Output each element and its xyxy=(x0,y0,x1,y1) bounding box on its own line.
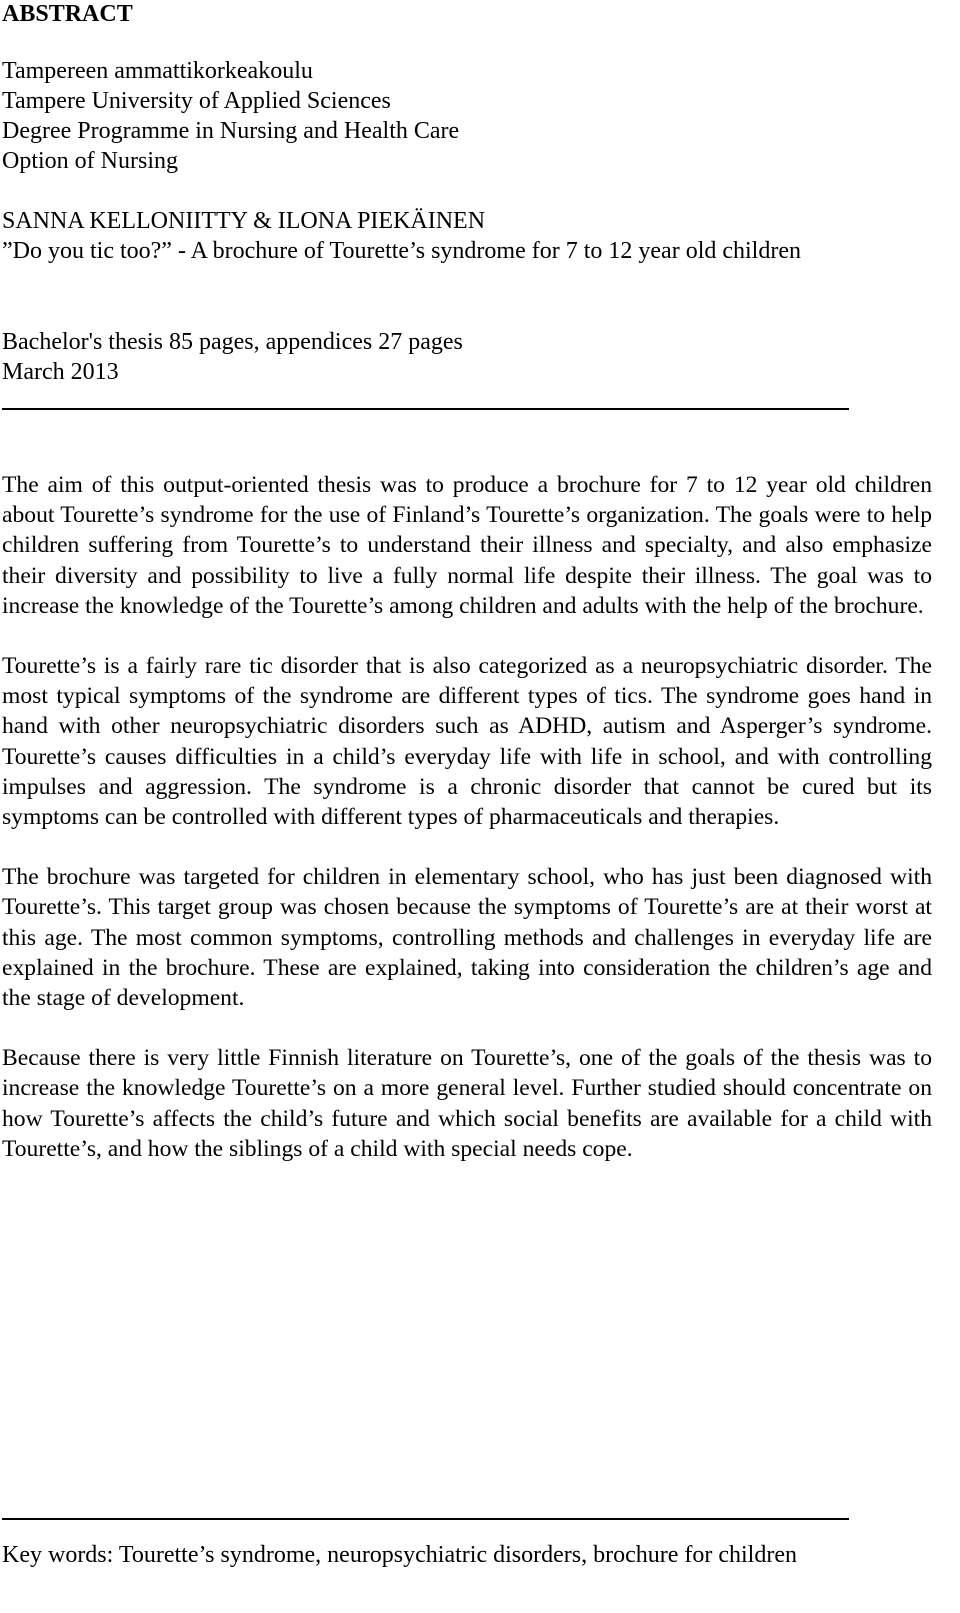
abstract-body xyxy=(2,470,932,1194)
abstract-paragraph-further-study: Because there is very little Finnish literature on Tourette’s, one of the goals of the thesis was to increase the knowledge Tourette’s on a more general level. Further studied should concentrate on how Tourette’s affects the child’s future and which social benefits are available for a child with Tourette’s, and how the siblings of a child with special needs cope. xyxy=(2,1045,932,1162)
bottom-divider xyxy=(2,1518,849,1520)
abstract-paragraph-disorder: Tourette’s is a fairly rare tic disorder that is also categorized as a neuropsychiatric disorder. The most typical symptoms of the syndrome are different types of tics. The syndrome goes hand in hand with other neuropsychiatric disorders such as ADHD, autism and Asperger’s syndrome. Tourette’s causes difficulties in a child’s everyday life with life in school, and with controlling impulses and aggression. The syndrome is a chronic disorder that cannot be cured but its symptoms can be controlled with different types of pharmaceuticals and therapies. xyxy=(2,653,932,831)
degree-programme: Degree Programme in Nursing and Health Care xyxy=(2,118,460,144)
thesis-meta xyxy=(2,327,463,387)
abstract-paragraph-aim: The aim of this output-oriented thesis was to produce a brochure for 7 to 12 year old children about Tourette’s syndrome for the use of Finland’s Tourette’s organization. The goals were to help children suffering from Tourette’s to understand their illness and specialty, and also emphasize their diversity and possibility to live a fully normal life despite their illness. The goal was to increase the knowledge of the Tourette’s among children and adults with the help of the brochure. xyxy=(2,472,932,619)
abstract-paragraph-target-group: The brochure was targeted for children in elementary school, who has just been diagnosed with Tourette’s. This target group was chosen because the symptoms of Tourette’s are at their worst at this age. The most common symptoms, controlling methods and challenges in everyday life are explained in the brochure. These are explained, taking into consideration the children’s age and the stage of development. xyxy=(2,864,932,1012)
institution-info xyxy=(2,56,459,176)
author-title-block xyxy=(2,206,801,266)
thesis-title: ”Do you tic too?” - A brochure of Tourette’s syndrome for 7 to 12 year old children xyxy=(2,238,801,264)
programme-option: Option of Nursing xyxy=(2,148,178,174)
abstract-heading: ABSTRACT xyxy=(2,1,133,27)
thesis-date: March 2013 xyxy=(2,359,119,385)
institution-english-name: Tampere University of Applied Sciences xyxy=(2,88,391,114)
institution-finnish-name: Tampereen ammattikorkeakoulu xyxy=(2,58,313,84)
authors: SANNA KELLONIITTY & ILONA PIEKÄINEN xyxy=(2,208,486,234)
page-count: Bachelor's thesis 85 pages, appendices 27 pages xyxy=(2,329,463,355)
abstract-page xyxy=(2,0,932,1613)
top-divider xyxy=(2,408,849,410)
keywords: Key words: Tourette’s syndrome, neuropsychiatric disorders, brochure for children xyxy=(2,1542,797,1568)
